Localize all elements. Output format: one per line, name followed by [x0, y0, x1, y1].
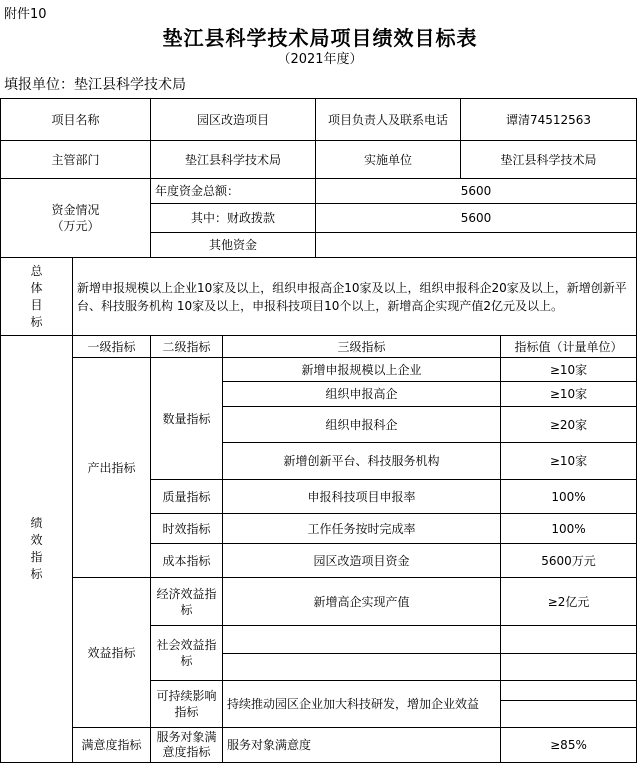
funding-fiscal-label: 其中：财政拨款 [151, 204, 316, 233]
header-value: 指标值（计量单位） [501, 336, 637, 358]
side-label-char: 指 [30, 550, 43, 564]
indicator-value: ≥10家 [501, 358, 637, 382]
side-label-char: 标 [30, 567, 43, 581]
indicator-name: 新增创新平台、科技服务机构 [223, 443, 501, 480]
social-name-1 [223, 626, 501, 654]
indicator-value: ≥10家 [501, 443, 637, 480]
sustain-label: 可持续影响指标 [151, 681, 223, 728]
sustain-text: 持续推动园区企业加大科技研发，增加企业效益 [223, 681, 501, 728]
funding-total-label: 年度资金总额： [151, 179, 316, 204]
impl-label: 实施单位 [316, 141, 461, 179]
goal-label [1, 258, 73, 336]
quality-value: 100% [501, 480, 637, 514]
header-level2: 二级指标 [151, 336, 223, 358]
impl-value: 垫江县科学技术局 [461, 141, 637, 179]
quantity-label: 数量指标 [151, 358, 223, 480]
service-label: 服务对象满意度指标 [151, 728, 223, 763]
project-name-label: 项目名称 [1, 99, 151, 141]
side-label-char: 绩 [30, 516, 43, 530]
cost-label: 成本指标 [151, 544, 223, 578]
social-value-1 [501, 626, 637, 654]
timeliness-value: 100% [501, 514, 637, 544]
contact-label: 项目负责人及联系电话 [316, 99, 461, 141]
indicators-side-label [1, 336, 73, 763]
benefit-label: 效益指标 [73, 578, 151, 728]
output-label: 产出指标 [73, 358, 151, 578]
dept-label: 主管部门 [1, 141, 151, 179]
funding-label-unit: （万元） [51, 219, 100, 233]
service-value: ≥85% [501, 728, 637, 763]
satisfaction-label: 满意度指标 [73, 728, 151, 763]
indicator-name: 组织申报高企 [223, 382, 501, 407]
funding-other-value [316, 233, 637, 258]
economic-name: 新增高企实现产值 [223, 578, 501, 626]
funding-other-label: 其他资金 [151, 233, 316, 258]
sustain-value-1 [501, 681, 637, 701]
goal-text: 新增申报规模以上企业10家及以上，组织申报高企10家及以上，组织申报科企20家及以上，新增创新平台、科技服务机构 10家及以上，申报科技项目10个以上，新增高企实现产值2亿元及以上。 [73, 258, 637, 336]
contact-value: 谭清74512563 [461, 99, 637, 141]
quality-label: 质量指标 [151, 480, 223, 514]
funding-total-value: 5600 [316, 179, 637, 204]
funding-label [1, 179, 151, 258]
service-name: 服务对象满意度 [223, 728, 501, 763]
header-level1: 一级指标 [73, 336, 151, 358]
reporting-unit: 填报单位：垫江县科学技术局 [4, 77, 186, 93]
goal-label-char: 总 [30, 263, 43, 278]
timeliness-label: 时效指标 [151, 514, 223, 544]
indicators-table [0, 335, 637, 763]
economic-label: 经济效益指标 [151, 578, 223, 626]
dept-value: 垫江县科学技术局 [151, 141, 316, 179]
funding-label-text: 资金情况 [51, 203, 100, 217]
attachment-label: 附件10 [4, 7, 47, 22]
goal-label-char: 体 [30, 280, 43, 295]
indicator-value: ≥10家 [501, 382, 637, 407]
page-title: 垫江县科学技术局项目绩效目标表 [162, 26, 478, 50]
year-label: （2021年度） [277, 52, 363, 67]
social-label: 社会效益指标 [151, 626, 223, 681]
goal-label-char: 目 [30, 297, 43, 312]
sustain-value-2 [501, 701, 637, 728]
header-level3: 三级指标 [223, 336, 501, 358]
project-info-table [0, 98, 637, 258]
cost-name: 园区改造项目资金 [223, 544, 501, 578]
goal-table [0, 257, 637, 336]
indicator-name: 组织申报科企 [223, 407, 501, 443]
side-label-char: 效 [30, 533, 43, 547]
social-value-2 [501, 654, 637, 681]
indicator-value: ≥20家 [501, 407, 637, 443]
quality-name: 申报科技项目申报率 [223, 480, 501, 514]
funding-fiscal-value: 5600 [316, 204, 637, 233]
timeliness-name: 工作任务按时完成率 [223, 514, 501, 544]
cost-value: 5600万元 [501, 544, 637, 578]
indicator-name: 新增申报规模以上企业 [223, 358, 501, 382]
economic-value: ≥2亿元 [501, 578, 637, 626]
goal-label-char: 标 [30, 314, 43, 329]
social-name-2 [223, 654, 501, 681]
project-name-value: 园区改造项目 [151, 99, 316, 141]
